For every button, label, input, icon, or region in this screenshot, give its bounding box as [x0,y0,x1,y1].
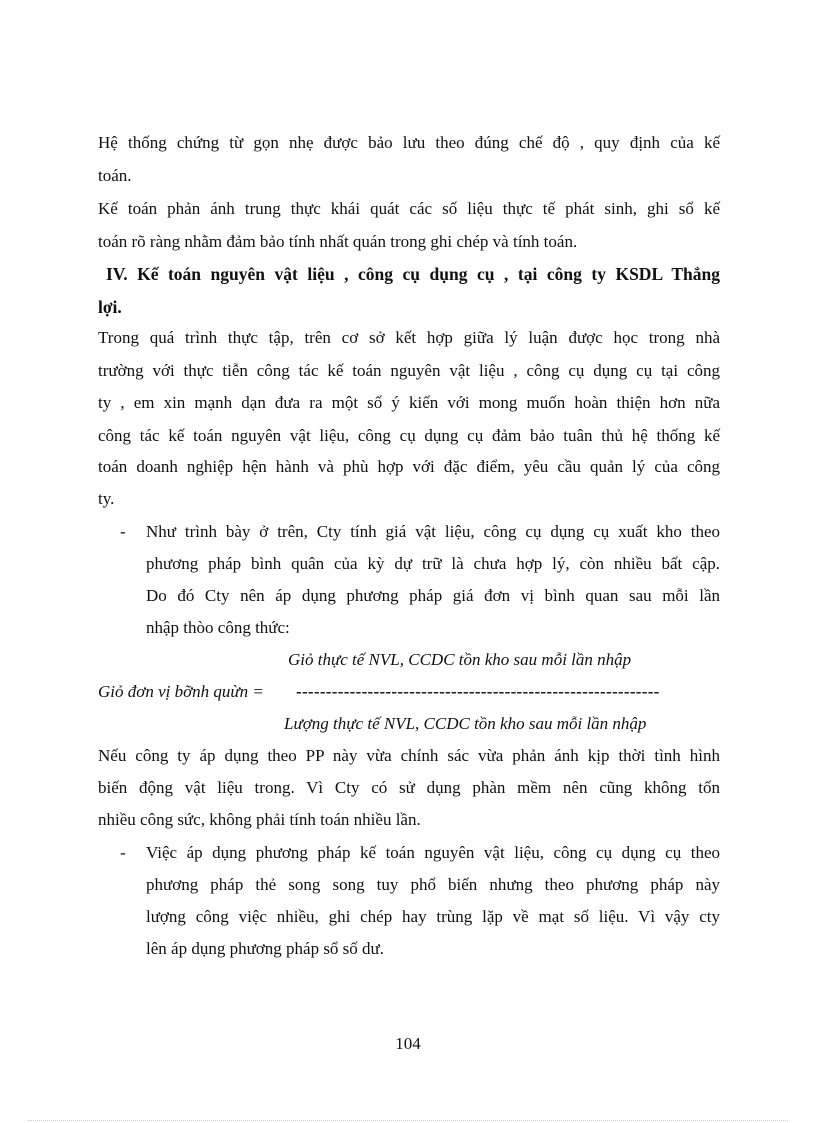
bullet-marker: - [120,522,126,541]
bullet-line: phương pháp bình quân của kỳ dự trữ là chưa hợp lý, còn nhiều bất cập. [146,554,720,573]
bullet-line: lượng công việc nhiều, ghi chép hay trùng lặp về mạt số liệu. Vì vậy cty [146,907,720,926]
formula-fraction-bar: ------------------------------------------------------------- [296,682,660,701]
paragraph-line: toán. [98,166,132,185]
paragraph-line: Kế toán phản ánh trung thực khái quát các số liệu thực tế phát sinh, ghi sổ kế [98,199,720,218]
paragraph-line: toán rõ ràng nhằm đảm bảo tính nhất quán trong ghi chép và tính toán. [98,232,578,251]
bullet-line: nhập thòo công thức: [146,618,290,637]
page-number: 104 [395,1034,421,1053]
bullet-line: phương pháp thẻ song song tuy phổ biến nhưng theo phương pháp này [146,875,720,894]
paragraph-line: toán doanh nghiệp hện hành và phù hợp với đặc điểm, yêu cầu quản lý của công [98,457,720,476]
bullet-marker: - [120,843,126,862]
bullet-line: Do đó Cty nên áp dụng phương pháp giá đơn vị bình quan sau mỗi lần [146,586,720,605]
paragraph-line: Trong quá trình thực tập, trên cơ sở kết hợp giữa lý luận được học trong nhà [98,328,720,347]
paragraph-line: biến động vật liệu trong. Vì Cty có sử dụng phàn mềm nên cũng không tốn [98,778,720,797]
paragraph-line: trường với thực tiễn công tác kế toán nguyên vật liệu , công cụ dụng cụ tại công [98,361,720,380]
formula-denominator: Lượng thực tế NVL, CCDC tồn kho sau mỗi lần nhập [284,714,647,733]
bullet-line: Như trình bày ở trên, Cty tính giá vật liệu, công cụ dụng cụ xuất kho theo [146,522,720,541]
formula-numerator: Giỏ thực tế NVL, CCDC tồn kho sau mỗi lần nhập [288,650,632,669]
paragraph-line: Nếu công ty áp dụng theo PP này vừa chính sác vừa phản ánh kịp thời tình hình [98,746,720,765]
section-heading-cont: lợi. [98,297,122,317]
bullet-line: Việc áp dụng phương pháp kế toán nguyên vật liệu, công cụ dụng cụ theo [146,843,720,862]
paragraph-line: ty. [98,489,115,508]
formula-lhs: Giỏ đơn vị bỡnh quừn = [98,682,264,701]
section-heading: IV. Kế toán nguyên vật liệu , công cụ dụng cụ , tại công ty KSDL Thắng [106,264,720,284]
footer-divider [28,1120,788,1121]
bullet-line: lên áp dụng phương pháp sổ số dư. [146,939,385,958]
paragraph-line: nhiều công sức, không phải tính toán nhiều lần. [98,810,421,829]
paragraph-line: Hệ thống chứng từ gọn nhẹ được bảo lưu theo đúng chế độ , quy định của kế [98,133,720,152]
paragraph-line: công tác kế toán nguyên vật liệu, công cụ dụng cụ đảm bảo tuân thủ hệ thống kế [98,426,720,445]
paragraph-line: ty , em xin mạnh dạn đưa ra một số ý kiến với mong muốn hoàn thiện hơn nữa [98,393,720,412]
